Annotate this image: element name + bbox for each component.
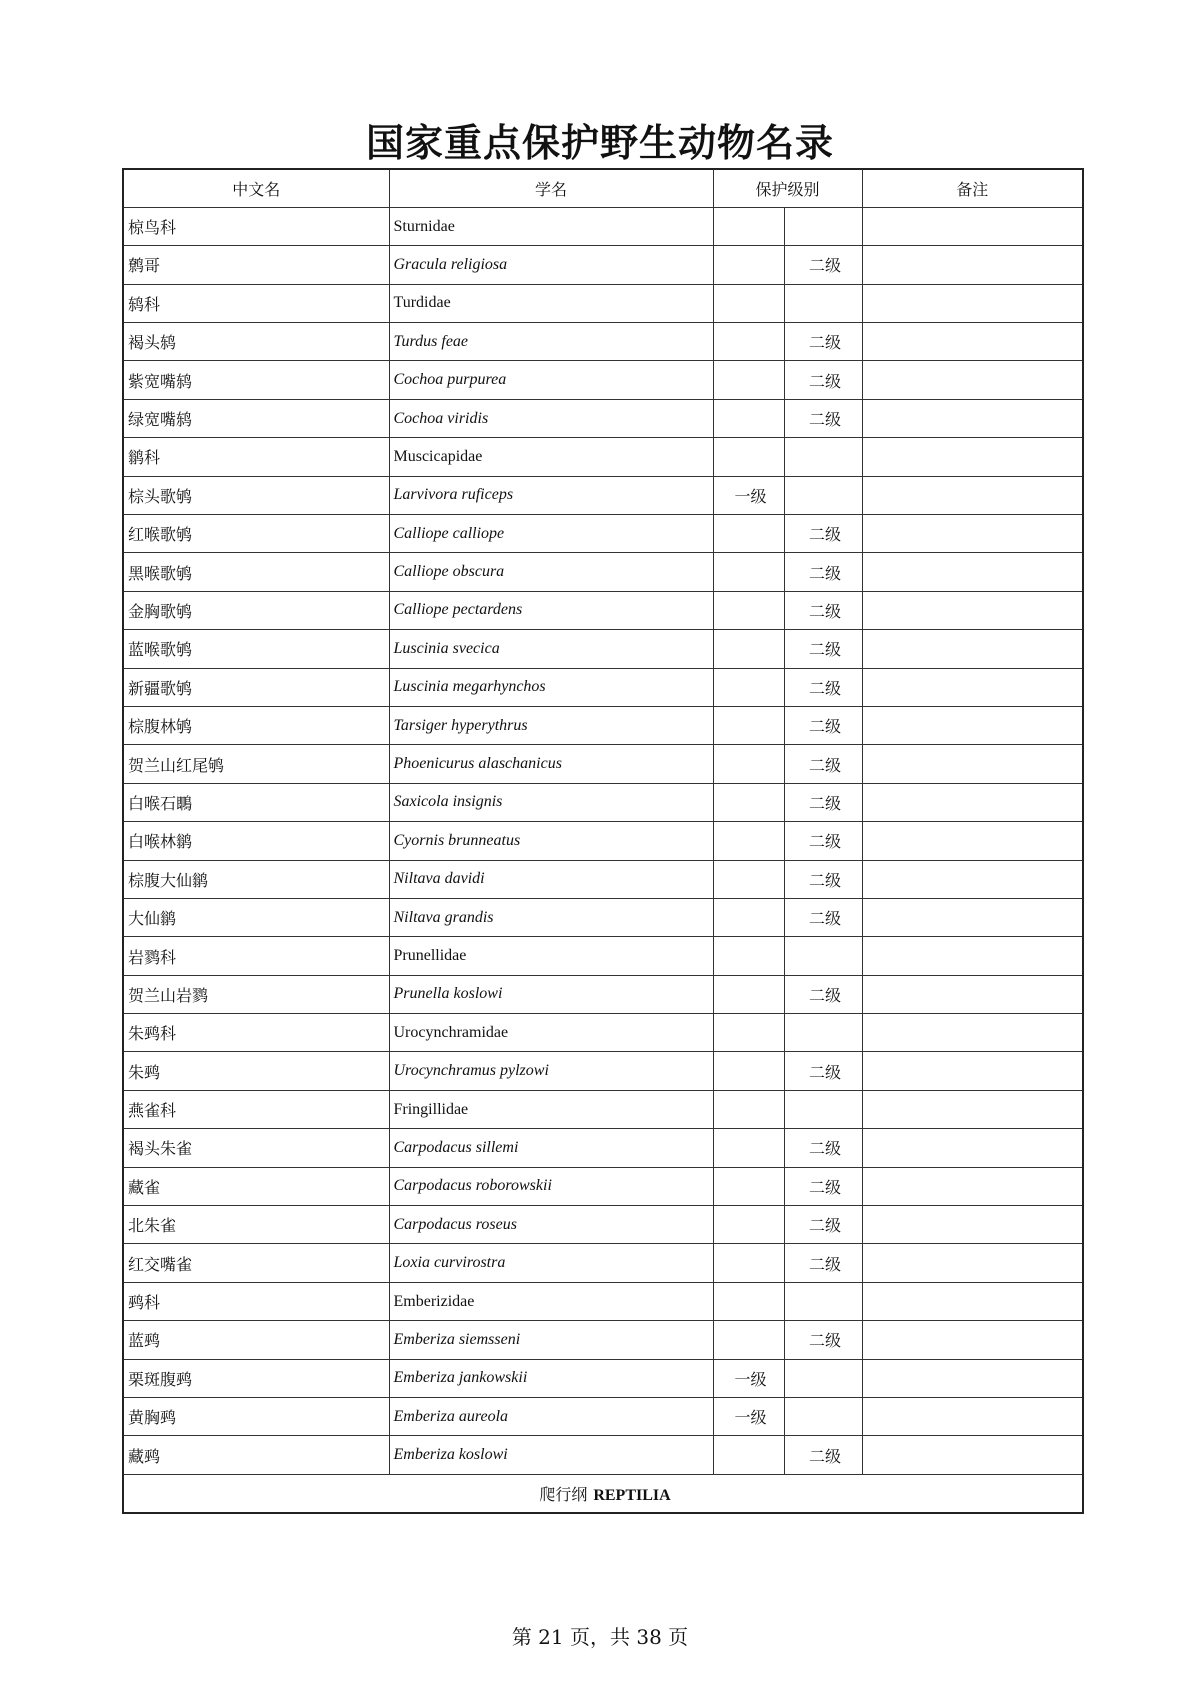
level-two-cell: 二级 <box>784 515 862 553</box>
species-row <box>123 1129 1083 1167</box>
remarks-cell <box>862 975 1083 1013</box>
chinese-name-cell: 紫宽嘴鸫 <box>123 361 389 399</box>
level-two-cell: 二级 <box>784 1206 862 1244</box>
remarks-cell <box>862 898 1083 936</box>
remarks-cell <box>862 1129 1083 1167</box>
chinese-name-cell: 鸫科 <box>123 284 389 322</box>
header-remarks: 备注 <box>862 169 1083 207</box>
scientific-name-cell: Phoenicurus alaschanicus <box>389 745 713 783</box>
scientific-name-cell: Cyornis brunneatus <box>389 822 713 860</box>
level-one-cell <box>713 207 784 245</box>
chinese-name-cell: 贺兰山红尾鸲 <box>123 745 389 783</box>
level-one-cell <box>713 1129 784 1167</box>
chinese-name-cell: 黄胸鹀 <box>123 1398 389 1436</box>
scientific-name-cell: Fringillidae <box>389 1090 713 1128</box>
level-one-cell <box>713 745 784 783</box>
species-row <box>123 822 1083 860</box>
species-row <box>123 553 1083 591</box>
chinese-name-cell: 朱鹀科 <box>123 1014 389 1052</box>
level-two-cell: 二级 <box>784 630 862 668</box>
family-row <box>123 438 1083 476</box>
level-one-cell <box>713 515 784 553</box>
species-row <box>123 361 1083 399</box>
species-row <box>123 630 1083 668</box>
chinese-name-cell: 棕腹林鸲 <box>123 706 389 744</box>
remarks-cell <box>862 284 1083 322</box>
remarks-cell <box>862 323 1083 361</box>
chinese-name-cell: 棕头歌鸲 <box>123 476 389 514</box>
chinese-name-cell: 燕雀科 <box>123 1090 389 1128</box>
remarks-cell <box>862 1167 1083 1205</box>
scientific-name-cell: Sturnidae <box>389 207 713 245</box>
scientific-name-cell: Tarsiger hyperythrus <box>389 706 713 744</box>
level-one-cell: 一级 <box>713 476 784 514</box>
level-one-cell <box>713 898 784 936</box>
scientific-name-cell: Cochoa viridis <box>389 399 713 437</box>
level-one-cell: 一级 <box>713 1359 784 1397</box>
chinese-name-cell: 黑喉歌鸲 <box>123 553 389 591</box>
level-one-cell <box>713 630 784 668</box>
remarks-cell <box>862 937 1083 975</box>
remarks-cell <box>862 630 1083 668</box>
level-two-cell <box>784 1398 862 1436</box>
level-two-cell: 二级 <box>784 860 862 898</box>
level-two-cell: 二级 <box>784 898 862 936</box>
chinese-name-cell: 金胸歌鸲 <box>123 591 389 629</box>
level-two-cell: 二级 <box>784 1167 862 1205</box>
level-one-cell: 一级 <box>713 1398 784 1436</box>
chinese-name-cell: 贺兰山岩鹨 <box>123 975 389 1013</box>
scientific-name-cell: Emberiza jankowskii <box>389 1359 713 1397</box>
chinese-name-cell: 新疆歌鸲 <box>123 668 389 706</box>
chinese-name-cell: 褐头朱雀 <box>123 1129 389 1167</box>
chinese-name-cell: 鹀科 <box>123 1282 389 1320</box>
scientific-name-cell: Saxicola insignis <box>389 783 713 821</box>
scientific-name-cell: Loxia curvirostra <box>389 1244 713 1282</box>
scientific-name-cell: Calliope obscura <box>389 553 713 591</box>
remarks-cell <box>862 1014 1083 1052</box>
remarks-cell <box>862 515 1083 553</box>
scientific-name-cell: Muscicapidae <box>389 438 713 476</box>
level-two-cell: 二级 <box>784 399 862 437</box>
level-one-cell <box>713 706 784 744</box>
header-protection-level: 保护级别 <box>713 169 862 207</box>
species-row <box>123 476 1083 514</box>
level-two-cell <box>784 1282 862 1320</box>
family-row <box>123 937 1083 975</box>
remarks-cell <box>862 591 1083 629</box>
class-row <box>123 1474 1083 1512</box>
remarks-cell <box>862 1244 1083 1282</box>
level-one-cell <box>713 975 784 1013</box>
class-cell <box>123 1474 1083 1512</box>
species-row <box>123 1398 1083 1436</box>
level-two-cell <box>784 1359 862 1397</box>
species-row <box>123 1359 1083 1397</box>
level-two-cell <box>784 937 862 975</box>
family-row <box>123 1014 1083 1052</box>
species-row <box>123 591 1083 629</box>
species-row <box>123 706 1083 744</box>
remarks-cell <box>862 476 1083 514</box>
chinese-name-cell: 白喉林鹟 <box>123 822 389 860</box>
level-one-cell <box>713 1167 784 1205</box>
species-row <box>123 1167 1083 1205</box>
remarks-cell <box>862 438 1083 476</box>
chinese-name-cell: 北朱雀 <box>123 1206 389 1244</box>
species-row <box>123 323 1083 361</box>
scientific-name-cell: Niltava davidi <box>389 860 713 898</box>
level-two-cell: 二级 <box>784 591 862 629</box>
level-two-cell: 二级 <box>784 1052 862 1090</box>
remarks-cell <box>862 361 1083 399</box>
chinese-name-cell: 藏雀 <box>123 1167 389 1205</box>
class-name-latin: REPTILIA <box>593 1486 671 1504</box>
remarks-cell <box>862 1436 1083 1474</box>
scientific-name-cell: Carpodacus roborowskii <box>389 1167 713 1205</box>
species-row <box>123 668 1083 706</box>
level-one-cell <box>713 1282 784 1320</box>
scientific-name-cell: Urocynchramus pylzowi <box>389 1052 713 1090</box>
scientific-name-cell: Cochoa purpurea <box>389 361 713 399</box>
species-row <box>123 1244 1083 1282</box>
scientific-name-cell: Carpodacus roseus <box>389 1206 713 1244</box>
level-one-cell <box>713 860 784 898</box>
family-row <box>123 1090 1083 1128</box>
chinese-name-cell: 白喉石䳭 <box>123 783 389 821</box>
species-row <box>123 399 1083 437</box>
page-number: 第 21 页，共 38 页 <box>511 1625 689 1649</box>
level-two-cell: 二级 <box>784 361 862 399</box>
species-row <box>123 745 1083 783</box>
scientific-name-cell: Urocynchramidae <box>389 1014 713 1052</box>
remarks-cell <box>862 1359 1083 1397</box>
scientific-name-cell: Turdidae <box>389 284 713 322</box>
header-chinese-name: 中文名 <box>123 169 389 207</box>
remarks-cell <box>862 668 1083 706</box>
level-one-cell <box>713 553 784 591</box>
chinese-name-cell: 藏鹀 <box>123 1436 389 1474</box>
chinese-name-cell: 栗斑腹鹀 <box>123 1359 389 1397</box>
level-two-cell <box>784 1090 862 1128</box>
level-two-cell: 二级 <box>784 668 862 706</box>
page-title: 国家重点保护野生动物名录 <box>365 120 834 165</box>
chinese-name-cell: 鹟科 <box>123 438 389 476</box>
species-row <box>123 515 1083 553</box>
level-two-cell: 二级 <box>784 1436 862 1474</box>
chinese-name-cell: 褐头鸫 <box>123 323 389 361</box>
scientific-name-cell: Luscinia megarhynchos <box>389 668 713 706</box>
species-row <box>123 783 1083 821</box>
family-row <box>123 1282 1083 1320</box>
chinese-name-cell: 蓝鹀 <box>123 1321 389 1359</box>
level-one-cell <box>713 1321 784 1359</box>
remarks-cell <box>862 246 1083 284</box>
family-row <box>123 284 1083 322</box>
scientific-name-cell: Turdus feae <box>389 323 713 361</box>
level-one-cell <box>713 323 784 361</box>
level-one-cell <box>713 1206 784 1244</box>
chinese-name-cell: 蓝喉歌鸲 <box>123 630 389 668</box>
scientific-name-cell: Emberiza siemsseni <box>389 1321 713 1359</box>
level-two-cell: 二级 <box>784 1321 862 1359</box>
species-row <box>123 898 1083 936</box>
level-two-cell: 二级 <box>784 1244 862 1282</box>
species-row <box>123 860 1083 898</box>
chinese-name-cell: 绿宽嘴鸫 <box>123 399 389 437</box>
level-two-cell: 二级 <box>784 1129 862 1167</box>
scientific-name-cell: Prunellidae <box>389 937 713 975</box>
species-table <box>122 168 1084 1514</box>
level-two-cell: 二级 <box>784 323 862 361</box>
level-one-cell <box>713 246 784 284</box>
level-one-cell <box>713 783 784 821</box>
remarks-cell <box>862 1206 1083 1244</box>
species-row <box>123 1436 1083 1474</box>
level-two-cell <box>784 207 862 245</box>
scientific-name-cell: Calliope calliope <box>389 515 713 553</box>
remarks-cell <box>862 822 1083 860</box>
scientific-name-cell: Calliope pectardens <box>389 591 713 629</box>
family-row <box>123 207 1083 245</box>
species-row <box>123 1206 1083 1244</box>
scientific-name-cell: Emberiza koslowi <box>389 1436 713 1474</box>
header-scientific-name: 学名 <box>389 169 713 207</box>
level-two-cell: 二级 <box>784 246 862 284</box>
remarks-cell <box>862 745 1083 783</box>
remarks-cell <box>862 1398 1083 1436</box>
remarks-cell <box>862 399 1083 437</box>
remarks-cell <box>862 706 1083 744</box>
scientific-name-cell: Gracula religiosa <box>389 246 713 284</box>
species-row <box>123 975 1083 1013</box>
level-two-cell <box>784 438 862 476</box>
remarks-cell <box>862 207 1083 245</box>
species-row <box>123 1052 1083 1090</box>
table-header-row <box>123 169 1083 207</box>
level-two-cell: 二级 <box>784 975 862 1013</box>
remarks-cell <box>862 553 1083 591</box>
level-two-cell <box>784 284 862 322</box>
level-two-cell <box>784 1014 862 1052</box>
species-row <box>123 1321 1083 1359</box>
level-one-cell <box>713 361 784 399</box>
species-row <box>123 246 1083 284</box>
remarks-cell <box>862 1090 1083 1128</box>
chinese-name-cell: 鹩哥 <box>123 246 389 284</box>
remarks-cell <box>862 1052 1083 1090</box>
scientific-name-cell: Niltava grandis <box>389 898 713 936</box>
chinese-name-cell: 红喉歌鸲 <box>123 515 389 553</box>
chinese-name-cell: 朱鹀 <box>123 1052 389 1090</box>
level-one-cell <box>713 284 784 322</box>
scientific-name-cell: Emberiza aureola <box>389 1398 713 1436</box>
remarks-cell <box>862 860 1083 898</box>
level-two-cell: 二级 <box>784 783 862 821</box>
level-one-cell <box>713 1014 784 1052</box>
scientific-name-cell: Larvivora ruficeps <box>389 476 713 514</box>
scientific-name-cell: Carpodacus sillemi <box>389 1129 713 1167</box>
chinese-name-cell: 椋鸟科 <box>123 207 389 245</box>
chinese-name-cell: 岩鹨科 <box>123 937 389 975</box>
scientific-name-cell: Luscinia svecica <box>389 630 713 668</box>
remarks-cell <box>862 1321 1083 1359</box>
remarks-cell <box>862 1282 1083 1320</box>
level-one-cell <box>713 1052 784 1090</box>
chinese-name-cell: 红交嘴雀 <box>123 1244 389 1282</box>
class-name-cn: 爬行纲 <box>539 1484 588 1504</box>
level-one-cell <box>713 1436 784 1474</box>
remarks-cell <box>862 783 1083 821</box>
level-one-cell <box>713 668 784 706</box>
level-one-cell <box>713 399 784 437</box>
level-two-cell: 二级 <box>784 553 862 591</box>
scientific-name-cell: Prunella koslowi <box>389 975 713 1013</box>
level-one-cell <box>713 1244 784 1282</box>
level-two-cell <box>784 476 862 514</box>
level-one-cell <box>713 438 784 476</box>
level-two-cell: 二级 <box>784 822 862 860</box>
level-one-cell <box>713 937 784 975</box>
level-two-cell: 二级 <box>784 706 862 744</box>
level-one-cell <box>713 591 784 629</box>
scientific-name-cell: Emberizidae <box>389 1282 713 1320</box>
level-one-cell <box>713 1090 784 1128</box>
chinese-name-cell: 棕腹大仙鹟 <box>123 860 389 898</box>
level-two-cell: 二级 <box>784 745 862 783</box>
level-one-cell <box>713 822 784 860</box>
chinese-name-cell: 大仙鹟 <box>123 898 389 936</box>
